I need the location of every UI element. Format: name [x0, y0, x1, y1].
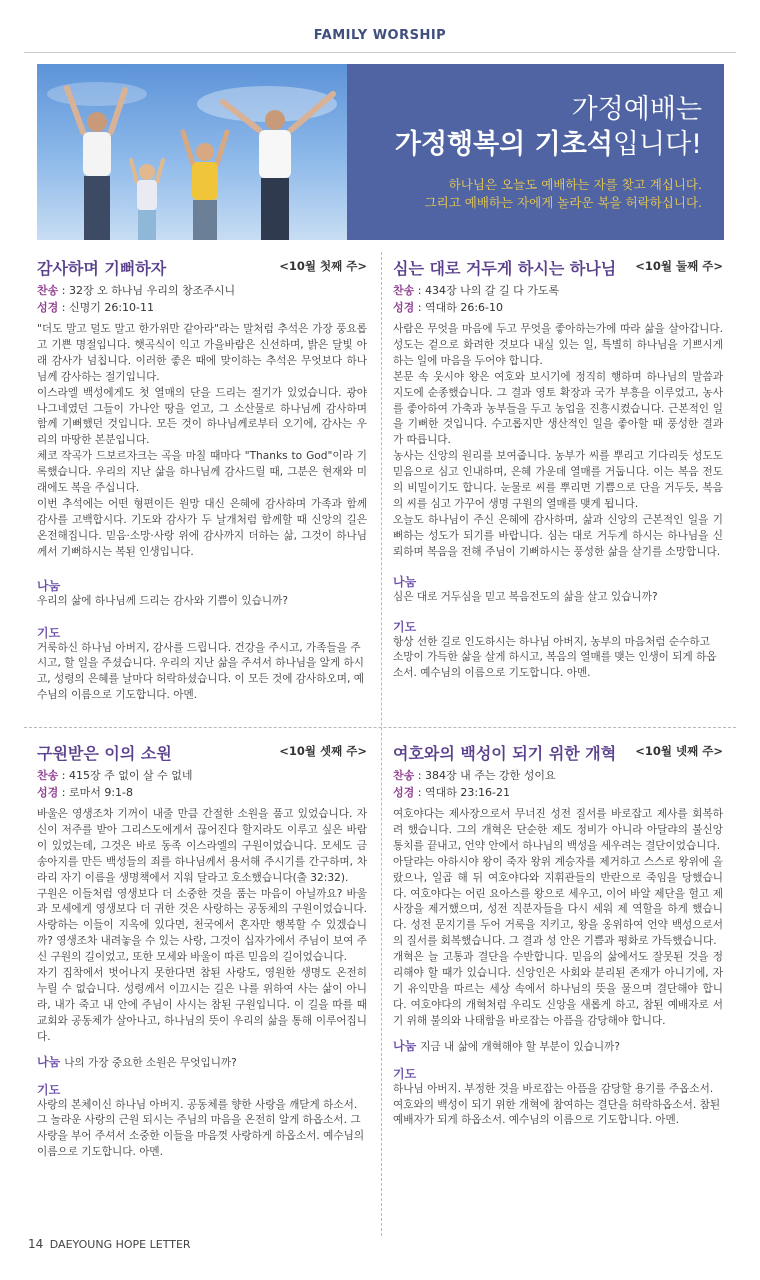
scripture-line [393, 299, 723, 316]
paragraph: 아달랴는 아하시야 왕이 죽자 왕위 계승자를 제거하고 스스로 왕위에 올랐으나, 일곱 해 뒤 여호야다와 지휘관들의 반란으로 죽임을 당했습니다. 여호야다는 어린 요아스를 왕으로 세우고, 이어 바알 제단을 헐고 제사장을 제거했으며, 성전 직분자들을 다시 세워 제 역할을 하게 했습니다. 성전 문지기를 두어 거룩을 지키고, 왕을 옹위하여 언약 백성으로서의 질서를 회복했습니다. 그 결과 성 안은 기쁨과 평화로 가득했습니다. [393, 855, 723, 948]
week-title: 여호와의 백성이 되기 위한 개혁 [393, 744, 617, 763]
publication-name: DAEYOUNG HOPE LETTER [49, 1238, 191, 1251]
hymn-value: : 384장 내 주는 강한 성이요 [414, 769, 556, 782]
sermon-body [393, 322, 723, 561]
column-divider [381, 252, 382, 1236]
share-heading: 나눔 [393, 1038, 417, 1053]
banner-subtitle [425, 176, 702, 212]
hymn-line [393, 767, 723, 784]
banner-headline [395, 92, 702, 162]
paragraph: 사람은 무엇을 마음에 두고 무엇을 좋아하는가에 따라 삶을 살아갑니다. 성도는 겉으로 화려한 것보다 내실 있는 일, 특별히 하나님을 기쁘시게 하는 일에 마음을 두어야 합니다. [393, 323, 723, 367]
subtitle-line2: 그리고 예배하는 자에게 놀라운 복을 허락하십니다. [424, 195, 702, 210]
worship-week-4 [393, 741, 723, 1129]
family-photo [37, 64, 347, 240]
hymn-value: : 415장 주 없이 살 수 없네 [58, 769, 193, 782]
scripture-label: 성경 [37, 786, 59, 799]
scripture-value: : 로마서 9:1-8 [58, 786, 134, 799]
hymn-label: 찬송 [37, 284, 59, 297]
share-line [37, 1055, 367, 1072]
paragraph: 여호야다는 제사장으로서 무너진 성전 질서를 바로잡고 제사를 회복하려 했습니다. 그의 개혁은 단순한 제도 정비가 아니라 아달랴의 불신앙 통치를 끝내고, 언약 안에서 하나님의 백성을 세우려는 결단이었습니다. [393, 808, 723, 852]
worship-week-2 [393, 256, 723, 682]
hymn-value: : 32장 오 하나님 우리의 창조주시니 [58, 284, 236, 297]
paragraph: 농사는 신앙의 원리를 보여줍니다. 농부가 씨를 뿌리고 기다리듯 성도도 믿음으로 심고 인내하며, 은혜 가운데 열매를 거둡니다. 이는 복음 전도의 비밀이기도 합니다. 눈물로 씨를 뿌리면 기쁨으로 단을 거두듯, 복음의 씨를 심고 가꾸어 생명 구원의 열매를 맺게 됩니다. [393, 450, 723, 510]
family-illustration [37, 64, 347, 240]
share-heading: 나눔 [37, 578, 61, 593]
scripture-line [37, 299, 367, 316]
subtitle-line1: 하나님은 오늘도 예배하는 자를 찾고 계십니다. [448, 177, 702, 192]
prayer-heading: 기도 [37, 625, 61, 640]
scripture-label: 성경 [393, 786, 415, 799]
scripture-value: : 역대하 26:6-10 [414, 301, 504, 314]
scripture-line [37, 784, 367, 801]
row-divider [24, 727, 736, 728]
worship-week-3 [37, 741, 367, 1161]
paragraph: 이스라엘 백성에게도 첫 열매의 단을 드리는 절기가 있었습니다. 광야 나그네였던 그들이 가나안 땅을 얻고, 그 소산물로 하나님께 감사하며 함께 기뻐했던 것입니다. 모든 것이 하나님께로부터 오기에, 감사는 우리의 마땅한 본분입니다. [37, 386, 367, 447]
scripture-value: : 신명기 26:10-11 [58, 301, 155, 314]
week-label: <10월 넷째 주> [635, 744, 723, 758]
paragraph: 오늘도 하나님이 주신 은혜에 감사하며, 삶과 신앙의 근본적인 일을 기뻐하는 성도가 되기를 바랍니다. 심는 대로 거두게 하시는 하나님을 신뢰하며 복음을 전해 주님이 기뻐하시는 풍성한 삶을 살기를 소망합니다. [393, 513, 723, 558]
prayer-heading: 기도 [393, 619, 417, 634]
prayer-text: 하나님 아버지. 부정한 것을 바로잡는 아픔을 감당할 용기를 주옵소서. 여호와의 백성이 되기 위한 개혁에 참여하는 결단을 허락하옵소서. 참된 예배자가 되게 하옵소서. 예수님의 이름으로 기도합니다. 아멘. [393, 1082, 721, 1127]
paragraph: 구원은 이들처럼 영생보다 더 소중한 것을 품는 마음이 아닐까요? 바울과 모세에게 영생보다 더 귀한 것은 사랑하는 공동체의 구원이었습니다. 사랑하는 이들이 지옥에 있다면, 천국에서 혼자만 행복할 수 있겠습니까? 영생조차 내려놓을 수 있는 사랑, 그것이 십자가에서 주님이 보여 주신 구원의 길이었고, 또한 모세와 바울이 따른 믿음의 길이었습니다. [37, 887, 367, 964]
prayer-text: 항상 선한 길로 인도하시는 하나님 아버지, 농부의 마음처럼 순수하고 소망이 가득한 삶을 살게 하시고, 복음의 열매를 맺는 인생이 되게 하옵소서. 예수님의 이름으로 기도합니다. 아멘. [393, 635, 717, 680]
share-text: 지금 내 삶에 개혁해야 할 부분이 있습니까? [420, 1040, 620, 1053]
banner [37, 64, 724, 240]
sermon-body [37, 322, 367, 561]
sermon-body [37, 807, 367, 1046]
share-text: 심은 대로 거두심을 믿고 복음전도의 삶을 살고 있습니까? [393, 590, 658, 603]
hymn-line [393, 282, 723, 299]
prayer-text: 거룩하신 하나님 아버지, 감사를 드립니다. 건강을 주시고, 가족들을 주시고, 할 일을 주셨습니다. 우리의 지난 삶을 주셔서 하나님을 알게 하시고, 성령의 은혜를 날마다 허락하셨습니다. 이 모든 것에 감사하오며, 예수님의 이름으로 기도합니다. 아멘. [37, 641, 364, 702]
scripture-label: 성경 [37, 301, 59, 314]
scripture-value: : 역대하 23:16-21 [414, 786, 511, 799]
section-title: FAMILY WORSHIP [313, 28, 447, 43]
share-line [393, 1039, 723, 1056]
paragraph: 이번 추석에는 어떤 형편이든 원망 대신 은혜에 감사하며 가족과 함께 감사를 고백합시다. 기도와 감사가 두 날개처럼 함께할 때 신앙의 길은 온전해집니다. 믿음·소망·사랑 위에 감사까지 더하는 삶, 그것이 하나님께서 기뻐하시는 복된 인생입니다. [37, 497, 367, 558]
hymn-label: 찬송 [393, 284, 415, 297]
share-text: 우리의 삶에 하나님께 드리는 감사와 기쁨이 있습니까? [37, 594, 288, 607]
prayer-heading: 기도 [393, 1066, 417, 1081]
hymn-value: : 434장 나의 갈 길 다 가도록 [414, 284, 560, 297]
paragraph: 개혁은 늘 고통과 결단을 수반합니다. 믿음의 삶에서도 잘못된 것을 정리해야 할 때가 있습니다. 신앙인은 사회와 분리된 존재가 아니기에, 자기 유익만을 따르는 세상 속에서 하나님의 뜻을 물으며 결단해야 합니다. 여호야다의 개혁처럼 우리도 신앙을 새롭게 하고, 참된 예배자로 서기 위해 불의와 나태함을 바로잡는 아픔을 감당해야 합니다. [393, 951, 723, 1027]
share-heading: 나눔 [37, 1054, 61, 1069]
week-title: 감사하며 기뻐하자 [37, 259, 167, 278]
paragraph: 자기 집착에서 벗어나지 못한다면 참된 사랑도, 영원한 생명도 온전히 누릴 수 없습니다. 성령께서 이끄시는 길은 나를 위하여 사는 삶이 아니라, 내가 죽고 내 안에 주님이 사시는 참된 구원입니다. 이 길을 따를 때 교회와 공동체가 살아나고, 하나님의 뜻이 우리의 삶을 통해 이루어집니다. [37, 967, 367, 1043]
share-heading: 나눔 [393, 574, 417, 589]
scripture-line [393, 784, 723, 801]
banner-panel [347, 64, 724, 240]
paragraph: 체코 작곡가 드보르자크는 곡을 마칠 때마다 "Thanks to God"이라 기록했습니다. 우리의 지난 삶을 하나님께 감사드릴 때, 그분은 현재와 미래에도 복을 주십니다. [37, 450, 367, 495]
hymn-label: 찬송 [393, 769, 415, 782]
prayer-heading: 기도 [37, 1082, 61, 1097]
page-header [0, 0, 760, 54]
hymn-line [37, 282, 367, 299]
headline-line2 [395, 127, 702, 162]
week-label: <10월 둘째 주> [635, 259, 723, 273]
header-rule [24, 52, 736, 53]
paragraph: 본문 속 웃시야 왕은 여호와 보시기에 정직히 행하며 하나님의 말씀과 지도에 순종했습니다. 그 결과 영토 확장과 국가 부흥을 이루었고, 농사를 좋아하여 가축과 농부들을 두고 농업을 진흥시켰습니다. 근본적인 일을 기뻐한 것입니다. 수고롭지만 생산적인 일을 좋아할 때 풍성한 결과가 따릅니다. [393, 370, 723, 447]
prayer-text: 사랑의 본체이신 하나님 아버지. 공동체를 향한 사랑을 깨닫게 하소서. 그 놀라운 사랑의 근원 되시는 주님의 마음을 온전히 알게 하옵소서. 그 사랑을 부어 주셔서 소중한 이들을 마음껏 사랑하게 하옵소서. 예수님의 이름으로 기도합니다. 아멘. [37, 1098, 365, 1159]
share-text: 나의 가장 중요한 소원은 무엇입니까? [64, 1056, 237, 1069]
hymn-line [37, 767, 367, 784]
week-label: <10월 첫째 주> [279, 259, 367, 273]
paragraph: 바울은 영생조차 기꺼이 내줄 만큼 간절한 소원을 품고 있었습니다. 자신이 저주를 받아 그리스도에게서 끊어진다 할지라도 이루고 싶은 바람이 있었는데, 그것은 바로 동족 이스라엘의 구원이었습니다. 모세도 금송아지를 만든 백성들의 죄를 하나님께서 용서해 주시기를 간구하며, 차라리 자기 이름을 생명책에서 지워 달라고 호소했습니다(출 32:32). [37, 808, 367, 884]
week-label: <10월 셋째 주> [279, 744, 367, 758]
sermon-body [393, 807, 723, 1030]
week-title: 구원받은 이의 소원 [37, 744, 172, 763]
week-title: 심는 대로 거두게 하시는 하나님 [393, 259, 617, 278]
headline-rest: 입니다! [612, 129, 702, 160]
page-footer [28, 1237, 191, 1251]
headline-emphasis: 가정행복의 기초석 [394, 129, 613, 160]
paragraph: "더도 말고 덜도 말고 한가위만 같아라"라는 말처럼 추석은 가장 풍요롭고 기쁜 명절입니다. 햇곡식이 익고 가을바람은 신선하며, 밝은 달빛 아래 감사가 넘칩니다. 이러한 좋은 때에 맞이하는 추석은 무엇보다 하나님께 감사하는 절기입니다. [37, 323, 367, 383]
scripture-label: 성경 [393, 301, 415, 314]
worship-week-1 [37, 256, 367, 704]
page-number: 14 [28, 1237, 44, 1251]
hymn-label: 찬송 [37, 769, 59, 782]
headline-line1: 가정예배는 [571, 94, 702, 125]
